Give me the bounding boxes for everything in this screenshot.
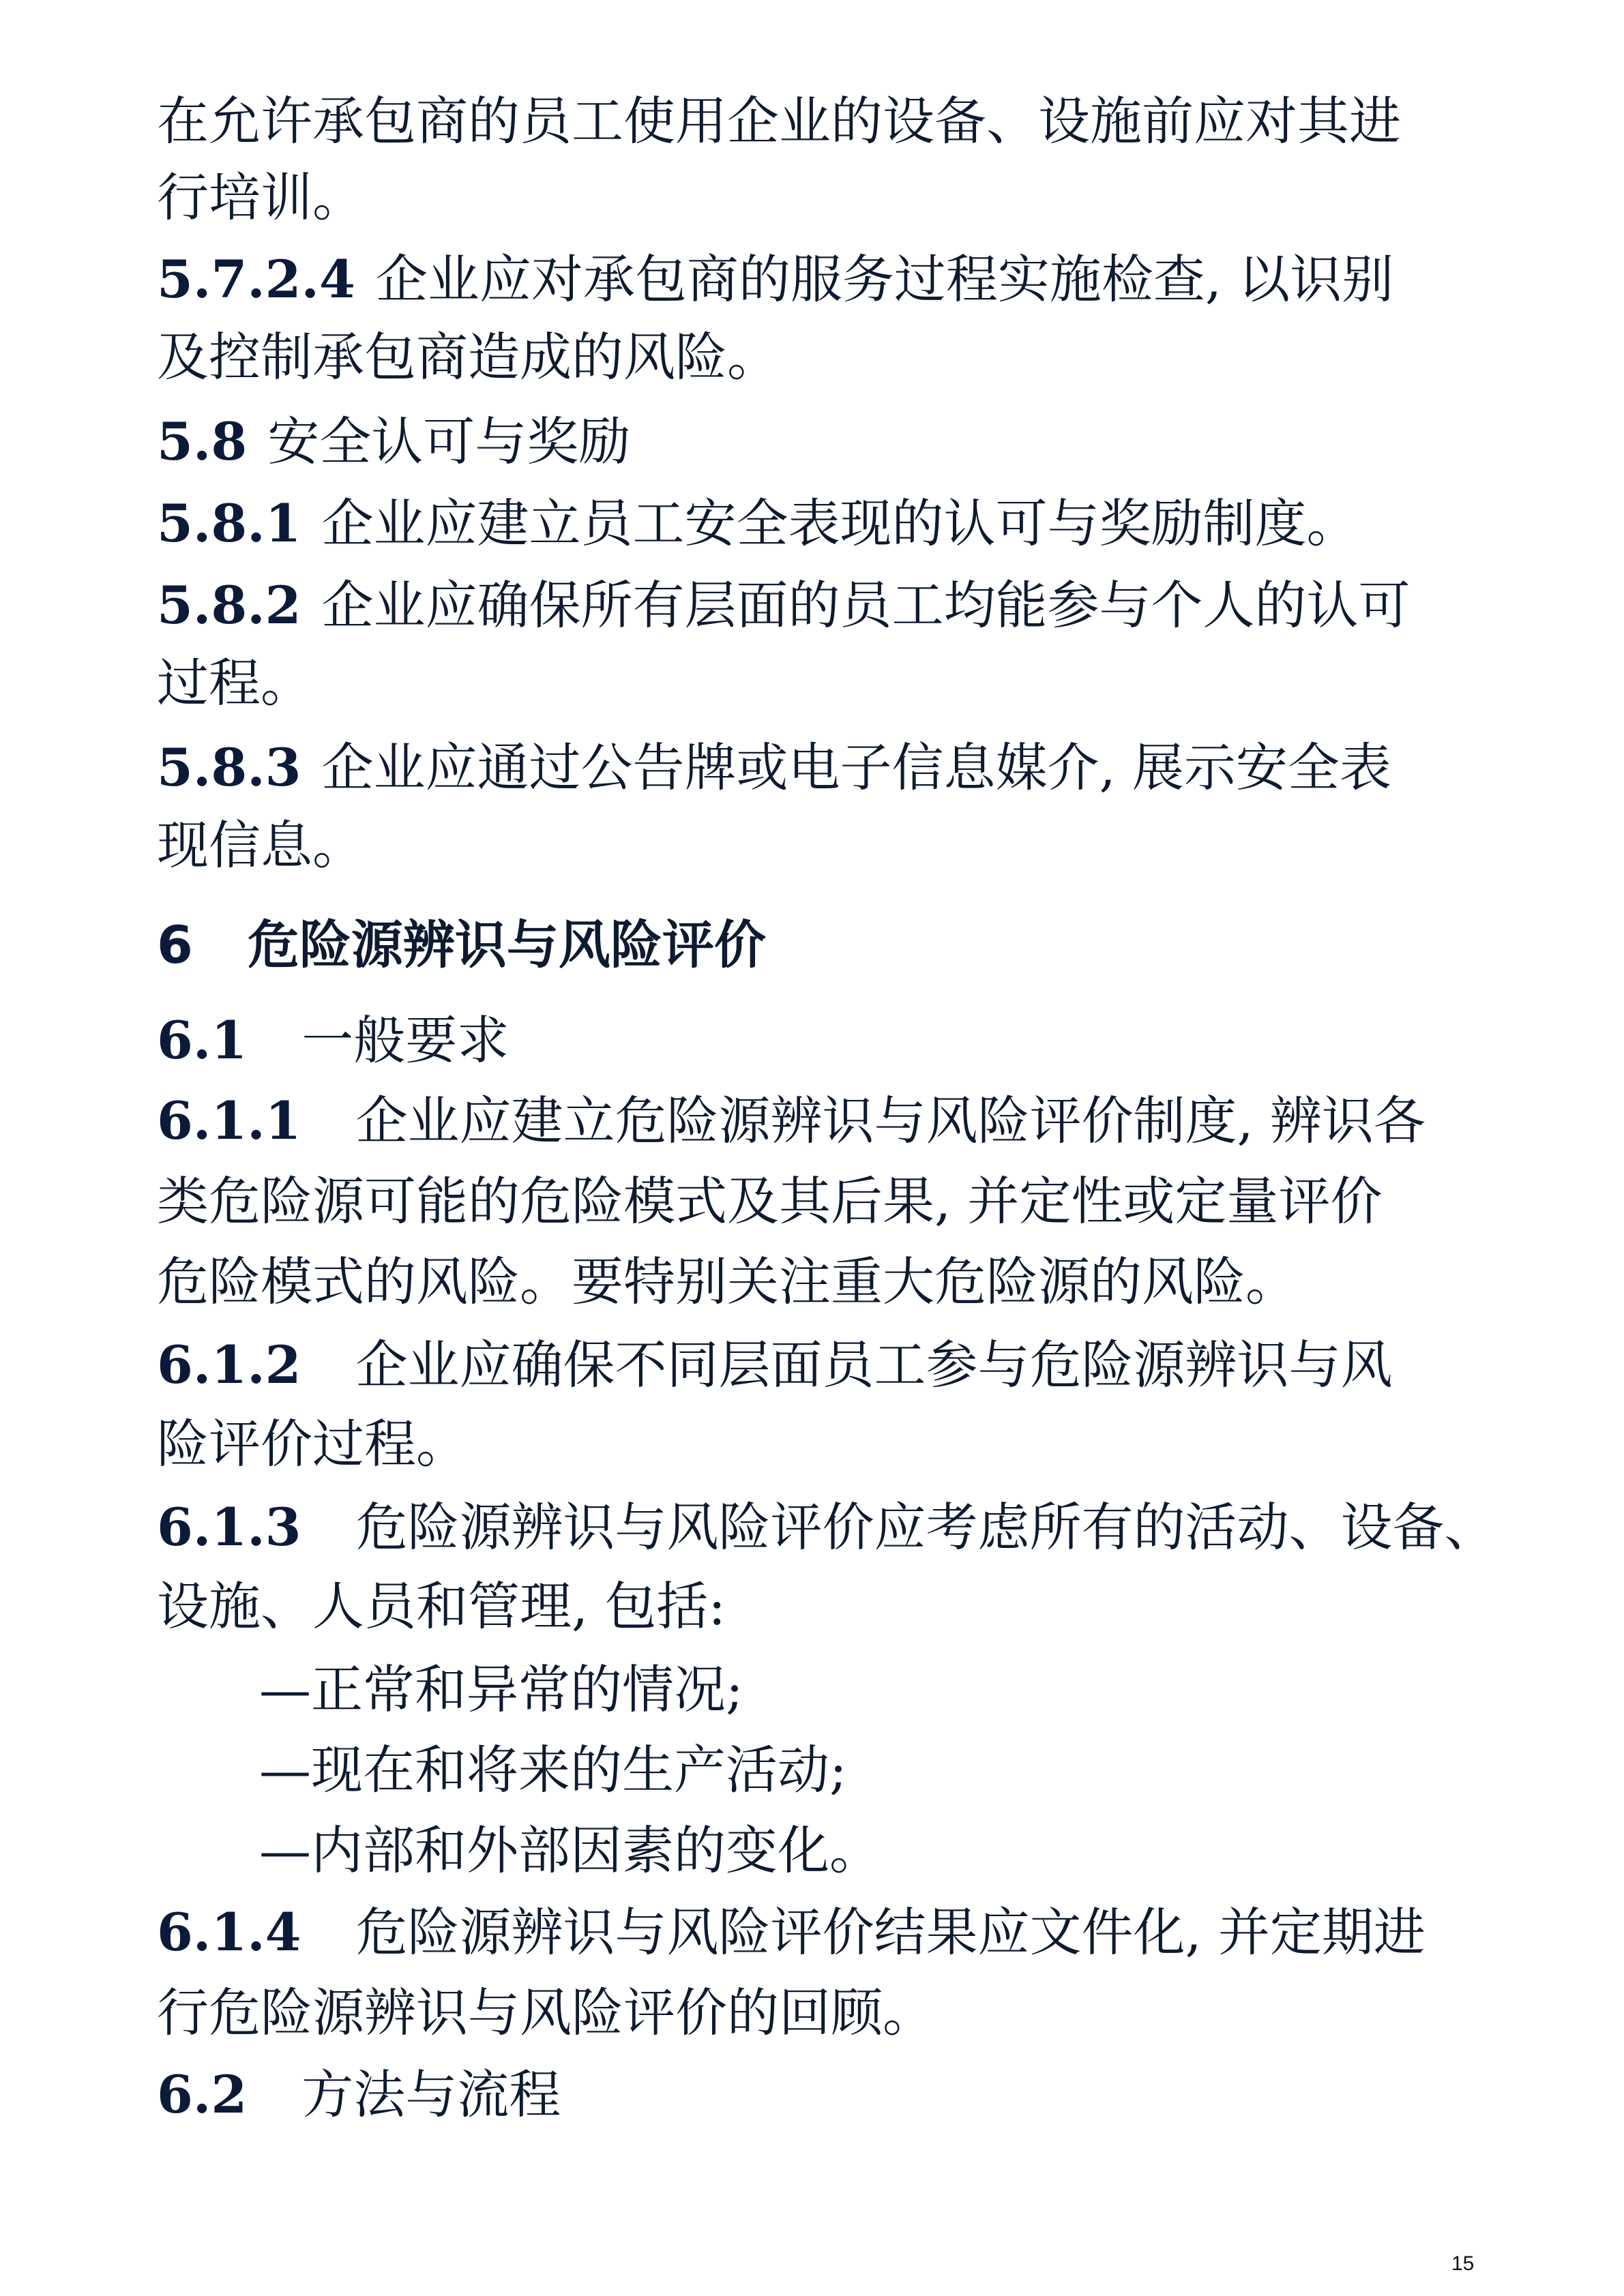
text-line-content: 在允许承包商的员工使用企业的设备、设施前应对其进 xyxy=(157,91,1401,151)
clause-number: 6.1.1 xyxy=(157,1090,301,1151)
text-line xyxy=(157,1248,1297,1316)
clause-5-8-1 xyxy=(157,490,1359,558)
clause-text: 企业应建立员工安全表现的认可与奖励制度。 xyxy=(321,493,1359,554)
clause-text: 方法与流程 xyxy=(301,2064,561,2125)
section-6-1-heading xyxy=(157,1007,509,1075)
clause-number: 6.1.4 xyxy=(157,1902,301,1963)
clause-number: 5.7.2.4 xyxy=(157,249,355,310)
text-line-content: 险评价过程。 xyxy=(157,1414,468,1474)
list-item xyxy=(259,1736,847,1804)
text-line xyxy=(157,1979,934,2047)
clause-text: 企业应建立危险源辨识与风险评价制度, 辨识各 xyxy=(355,1090,1426,1151)
list-item xyxy=(259,1817,881,1885)
text-line xyxy=(157,649,312,717)
clause-6-1-4 xyxy=(157,1898,1426,1967)
clause-text: 企业应确保所有层面的员工均能参与个人的认可 xyxy=(321,575,1411,636)
text-line xyxy=(157,323,779,391)
chapter-6-heading xyxy=(157,911,766,979)
clause-text: 危险源辨识与风险评价结果应文件化, 并定期进 xyxy=(355,1902,1426,1963)
text-line-content: 现信息。 xyxy=(157,815,364,876)
chapter-title: 危险源辨识与风险评价 xyxy=(247,914,766,975)
clause-number: 5.8.1 xyxy=(157,493,301,554)
text-line xyxy=(157,87,1401,155)
list-item-text: —正常和异常的情况; xyxy=(259,1659,743,1720)
clause-5-8-2 xyxy=(157,571,1411,640)
text-line-content: 过程。 xyxy=(157,653,312,713)
chapter-number: 6 xyxy=(157,914,193,975)
clause-number: 6.2 xyxy=(157,2064,248,2125)
text-line-content: 及控制承包商造成的风险。 xyxy=(157,327,779,387)
text-line xyxy=(157,811,364,880)
clause-text: 一般要求 xyxy=(301,1010,510,1071)
text-line-content: 行危险源辨识与风险评价的回顾。 xyxy=(157,1982,934,2043)
clause-text: 企业应通过公告牌或电子信息媒介, 展示安全表 xyxy=(321,737,1391,798)
clause-6-1-3 xyxy=(157,1493,1496,1562)
clause-text: 企业应确保不同层面员工参与危险源辨识与风 xyxy=(355,1335,1393,1395)
clause-text: 企业应对承包商的服务过程实施检查, 以识别 xyxy=(375,249,1394,310)
clause-number: 5.8.3 xyxy=(157,737,301,798)
list-item-text: —现在和将来的生产活动; xyxy=(259,1740,847,1800)
text-line-content: 危险模式的风险。要特别关注重大危险源的风险。 xyxy=(157,1251,1297,1312)
clause-number: 6.1.3 xyxy=(157,1497,301,1557)
clause-number: 6.1.2 xyxy=(157,1335,301,1395)
clause-text: 危险源辨识与风险评价应考虑所有的活动、设备、 xyxy=(355,1497,1496,1557)
text-line xyxy=(157,1572,726,1641)
clause-6-1-1 xyxy=(157,1087,1426,1155)
section-6-2-heading xyxy=(157,2061,561,2129)
clause-text: 安全认可与奖励 xyxy=(267,411,631,472)
clause-number: 5.8.2 xyxy=(157,575,301,636)
text-line-content: 类危险源可能的危险模式及其后果, 并定性或定量评价 xyxy=(157,1171,1383,1232)
clause-number: 6.1 xyxy=(157,1010,248,1071)
page-number: 15 xyxy=(1451,2252,1475,2275)
list-item-text: —内部和外部因素的变化。 xyxy=(259,1820,881,1881)
clause-5-7-2-4 xyxy=(157,245,1393,314)
text-line xyxy=(157,164,364,232)
text-line-content: 行培训。 xyxy=(157,167,364,228)
text-line xyxy=(157,1410,468,1478)
section-5-8-heading xyxy=(157,408,630,476)
list-item xyxy=(259,1656,743,1724)
text-line xyxy=(157,1167,1382,1236)
clause-number: 5.8 xyxy=(157,411,248,472)
clause-5-8-3 xyxy=(157,734,1391,802)
text-line-content: 设施、人员和管理, 包括: xyxy=(157,1576,726,1637)
clause-6-1-2 xyxy=(157,1331,1393,1399)
